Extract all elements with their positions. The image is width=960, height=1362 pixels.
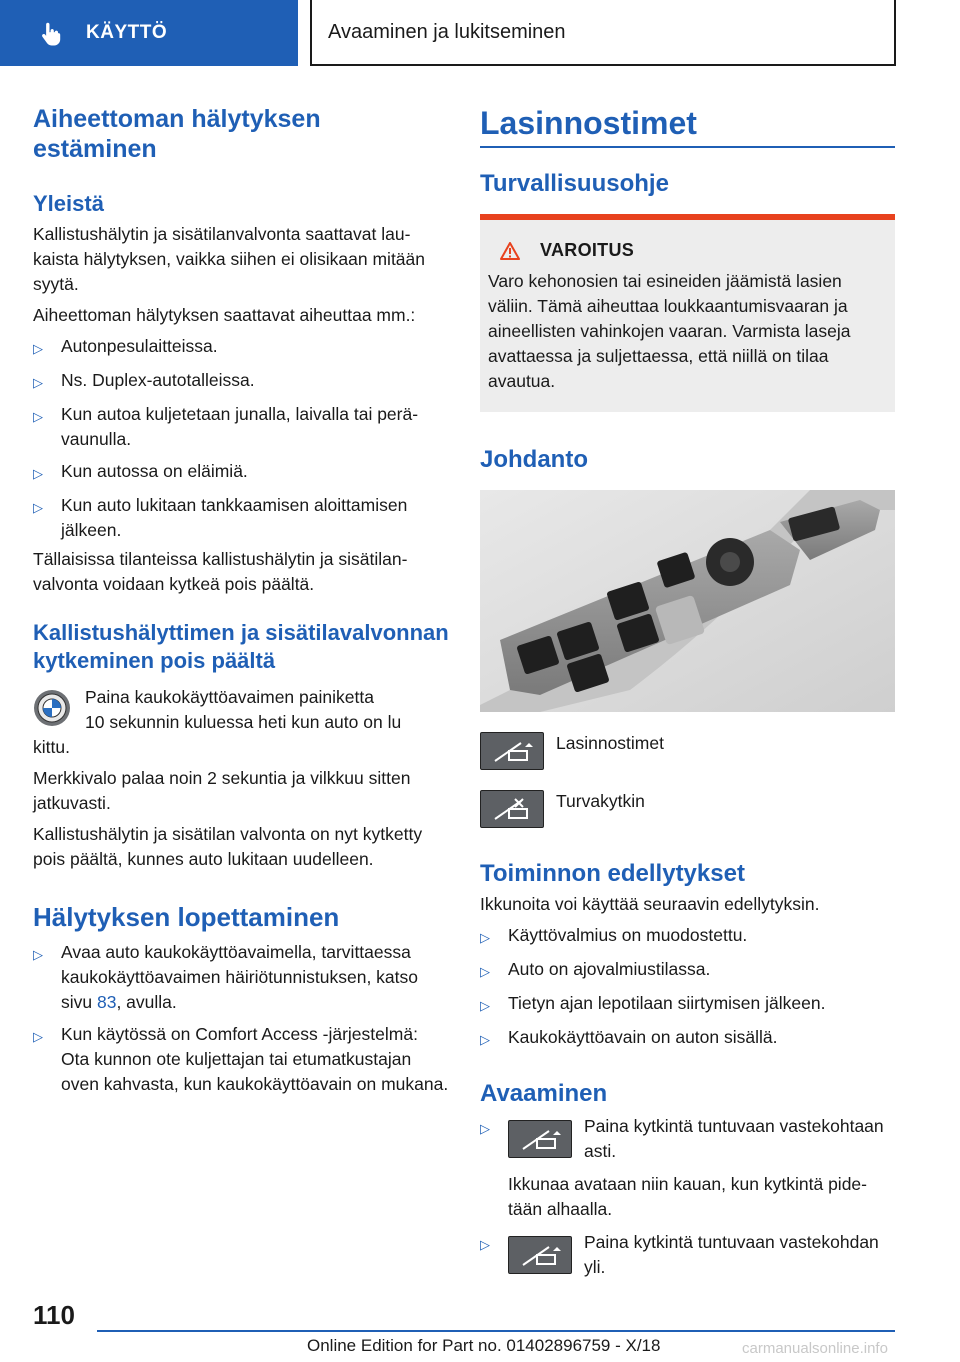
legend-label: Lasinnostimet (556, 733, 664, 753)
window-switch-panel-image (480, 490, 895, 712)
chapter-title: KÄYTTÖ (86, 22, 168, 43)
list-item: ▷ Kun autossa on eläimiä. (33, 459, 449, 486)
list-item: ▷ Tietyn ajan lepotilaan siirtymisen jälkeen. (480, 991, 895, 1018)
window-switch-icon (508, 1236, 572, 1274)
warning-triangle-icon (500, 242, 520, 260)
legend-label: Turvakytkin (556, 791, 645, 811)
warning-text: Varo kehonosien tai esineiden jäämistä lasien väliin. Tämä aiheuttaa loukkaantumisvaaran ja aineellisten vahinkojen vaaran. Varmista laseja avattaessa ja suljettaessa, että niillä on tilaa avautua. (488, 271, 851, 391)
bullet-triangle-icon: ▷ (33, 409, 43, 424)
general-list (33, 334, 449, 543)
deactivate-instruction: Paina kaukokäyttöavaimen painiketta 10 sekunnin kuluessa heti kun auto on lu kittu. (33, 687, 402, 757)
bullet-triangle-icon: ▷ (33, 466, 43, 481)
general-heading: Yleistä (33, 191, 104, 216)
opening-step-2: Paina kytkintä tuntuvaan vastekohdan yli. (584, 1232, 879, 1277)
bullet-triangle-icon: ▷ (480, 1032, 490, 1047)
footer-rule (97, 1330, 895, 1332)
list-item (480, 1114, 895, 1164)
window-switch-icon (480, 732, 544, 770)
right-column (480, 104, 895, 1280)
opening-heading: Avaaminen (480, 1080, 608, 1107)
chapter-tab[interactable] (0, 0, 298, 66)
warning-box (480, 214, 895, 412)
list-item (480, 1230, 895, 1280)
general-paragraph-2: Aiheettoman hälytyksen saattavat aiheuttaa mm.: (33, 305, 416, 325)
window-switch-icon (508, 1120, 572, 1158)
warning-label: VAROITUS (540, 240, 635, 260)
bullet-triangle-icon: ▷ (480, 1121, 490, 1136)
page-reference-link[interactable]: 83 (96, 992, 117, 1012)
list-item: ▷ Avaa auto kaukokäyttöavaimella, tarvittaessa kaukokäyttöavaimen häiriötunnistuksen, katso sivu 83, avulla. (33, 940, 449, 1015)
edition-info: Online Edition for Part no. 01402896759 - X/18 (307, 1336, 661, 1355)
stop-alarm-list (33, 940, 449, 1097)
bullet-triangle-icon: ▷ (33, 500, 43, 515)
stop-alarm-heading: Hälytyksen lopettaminen (33, 902, 340, 932)
list-item: ▷ Kun auto lukitaan tankkaamisen aloittamisen jälkeen. (33, 493, 449, 543)
list-item: ▷ Autonpesulaitteissa. (33, 334, 449, 361)
safety-heading: Turvallisuusohje (480, 170, 669, 197)
list-item: ▷ Auto on ajovalmiustilassa. (480, 957, 895, 984)
opening-step-1: Paina kytkintä tuntuvaan vastekohtaan asti. (584, 1116, 884, 1161)
conditions-heading: Toiminnon edellytykset (480, 860, 745, 887)
bullet-triangle-icon: ▷ (480, 930, 490, 945)
general-paragraph-1: Kallistushälytin ja sisätilanvalvonta saattavat laukaista hälytyksen, vaikka siihen ei olisikaan mitään syytä. (33, 224, 425, 294)
list-item: ▷ Käyttövalmius on muodostettu. (480, 923, 895, 950)
left-column (33, 104, 449, 1097)
remote-key-button-icon (33, 689, 71, 727)
bullet-triangle-icon: ▷ (33, 341, 43, 356)
list-item: ▷ Kun käytössä on Comfort Access -järjestelmä: Ota kunnon ote kuljettajan tai etumatkustajan oven kahvasta, kun kaukokäyttöavain on mukana. (33, 1022, 449, 1097)
deactivate-paragraph-1: Merkkivalo palaa noin 2 sekuntia ja vilkkuu sitten jatkuvasti. (33, 768, 411, 813)
safety-switch-icon (480, 790, 544, 828)
hand-pointer-icon (38, 20, 64, 46)
bullet-triangle-icon: ▷ (33, 1029, 43, 1044)
legend-row (480, 790, 895, 828)
list-item: ▷ Kaukokäyttöavain on auton sisällä. (480, 1025, 895, 1052)
opening-steps (480, 1114, 895, 1280)
list-item: ▷ Kun autoa kuljetetaan junalla, laivalla tai perävaunulla. (33, 402, 449, 452)
bullet-triangle-icon: ▷ (480, 964, 490, 979)
bullet-triangle-icon: ▷ (33, 375, 43, 390)
bullet-triangle-icon: ▷ (480, 1237, 490, 1252)
title-rule (480, 146, 895, 148)
false-alarm-title: Aiheettoman hälytyksen estäminen (33, 105, 321, 163)
legend-row (480, 732, 895, 770)
watermark: carmanualsonline.info (742, 1340, 888, 1357)
deactivate-paragraph-2: Kallistushälytin ja sisätilan valvonta on nyt kytketty pois päältä, kunnes auto lukitaan uudelleen. (33, 824, 423, 869)
page-number: 110 (33, 1300, 75, 1330)
intro-heading: Johdanto (480, 446, 588, 473)
general-paragraph-3: Tällaisissa tilanteissa kallistushälytin ja sisätilanvalvonta voidaan kytkeä pois päältä. (33, 549, 408, 594)
deactivate-heading: Kallistushälyttimen ja sisätilavalvonnan kytkeminen pois päältä (33, 620, 449, 673)
opening-step-1-note: Ikkunaa avataan niin kauan, kun kytkintä pidetään alhaalla. (508, 1174, 867, 1219)
conditions-list (480, 923, 895, 1052)
list-item: ▷ Ns. Duplex-autotalleissa. (33, 368, 449, 395)
section-title: Avaaminen ja lukitseminen (310, 0, 896, 66)
warning-header (488, 240, 887, 261)
window-lifts-title: Lasinnostimet (480, 105, 697, 141)
bullet-triangle-icon: ▷ (480, 998, 490, 1013)
bullet-triangle-icon: ▷ (33, 947, 43, 962)
conditions-intro: Ikkunoita voi käyttää seuraavin edellytyksin. (480, 894, 820, 914)
